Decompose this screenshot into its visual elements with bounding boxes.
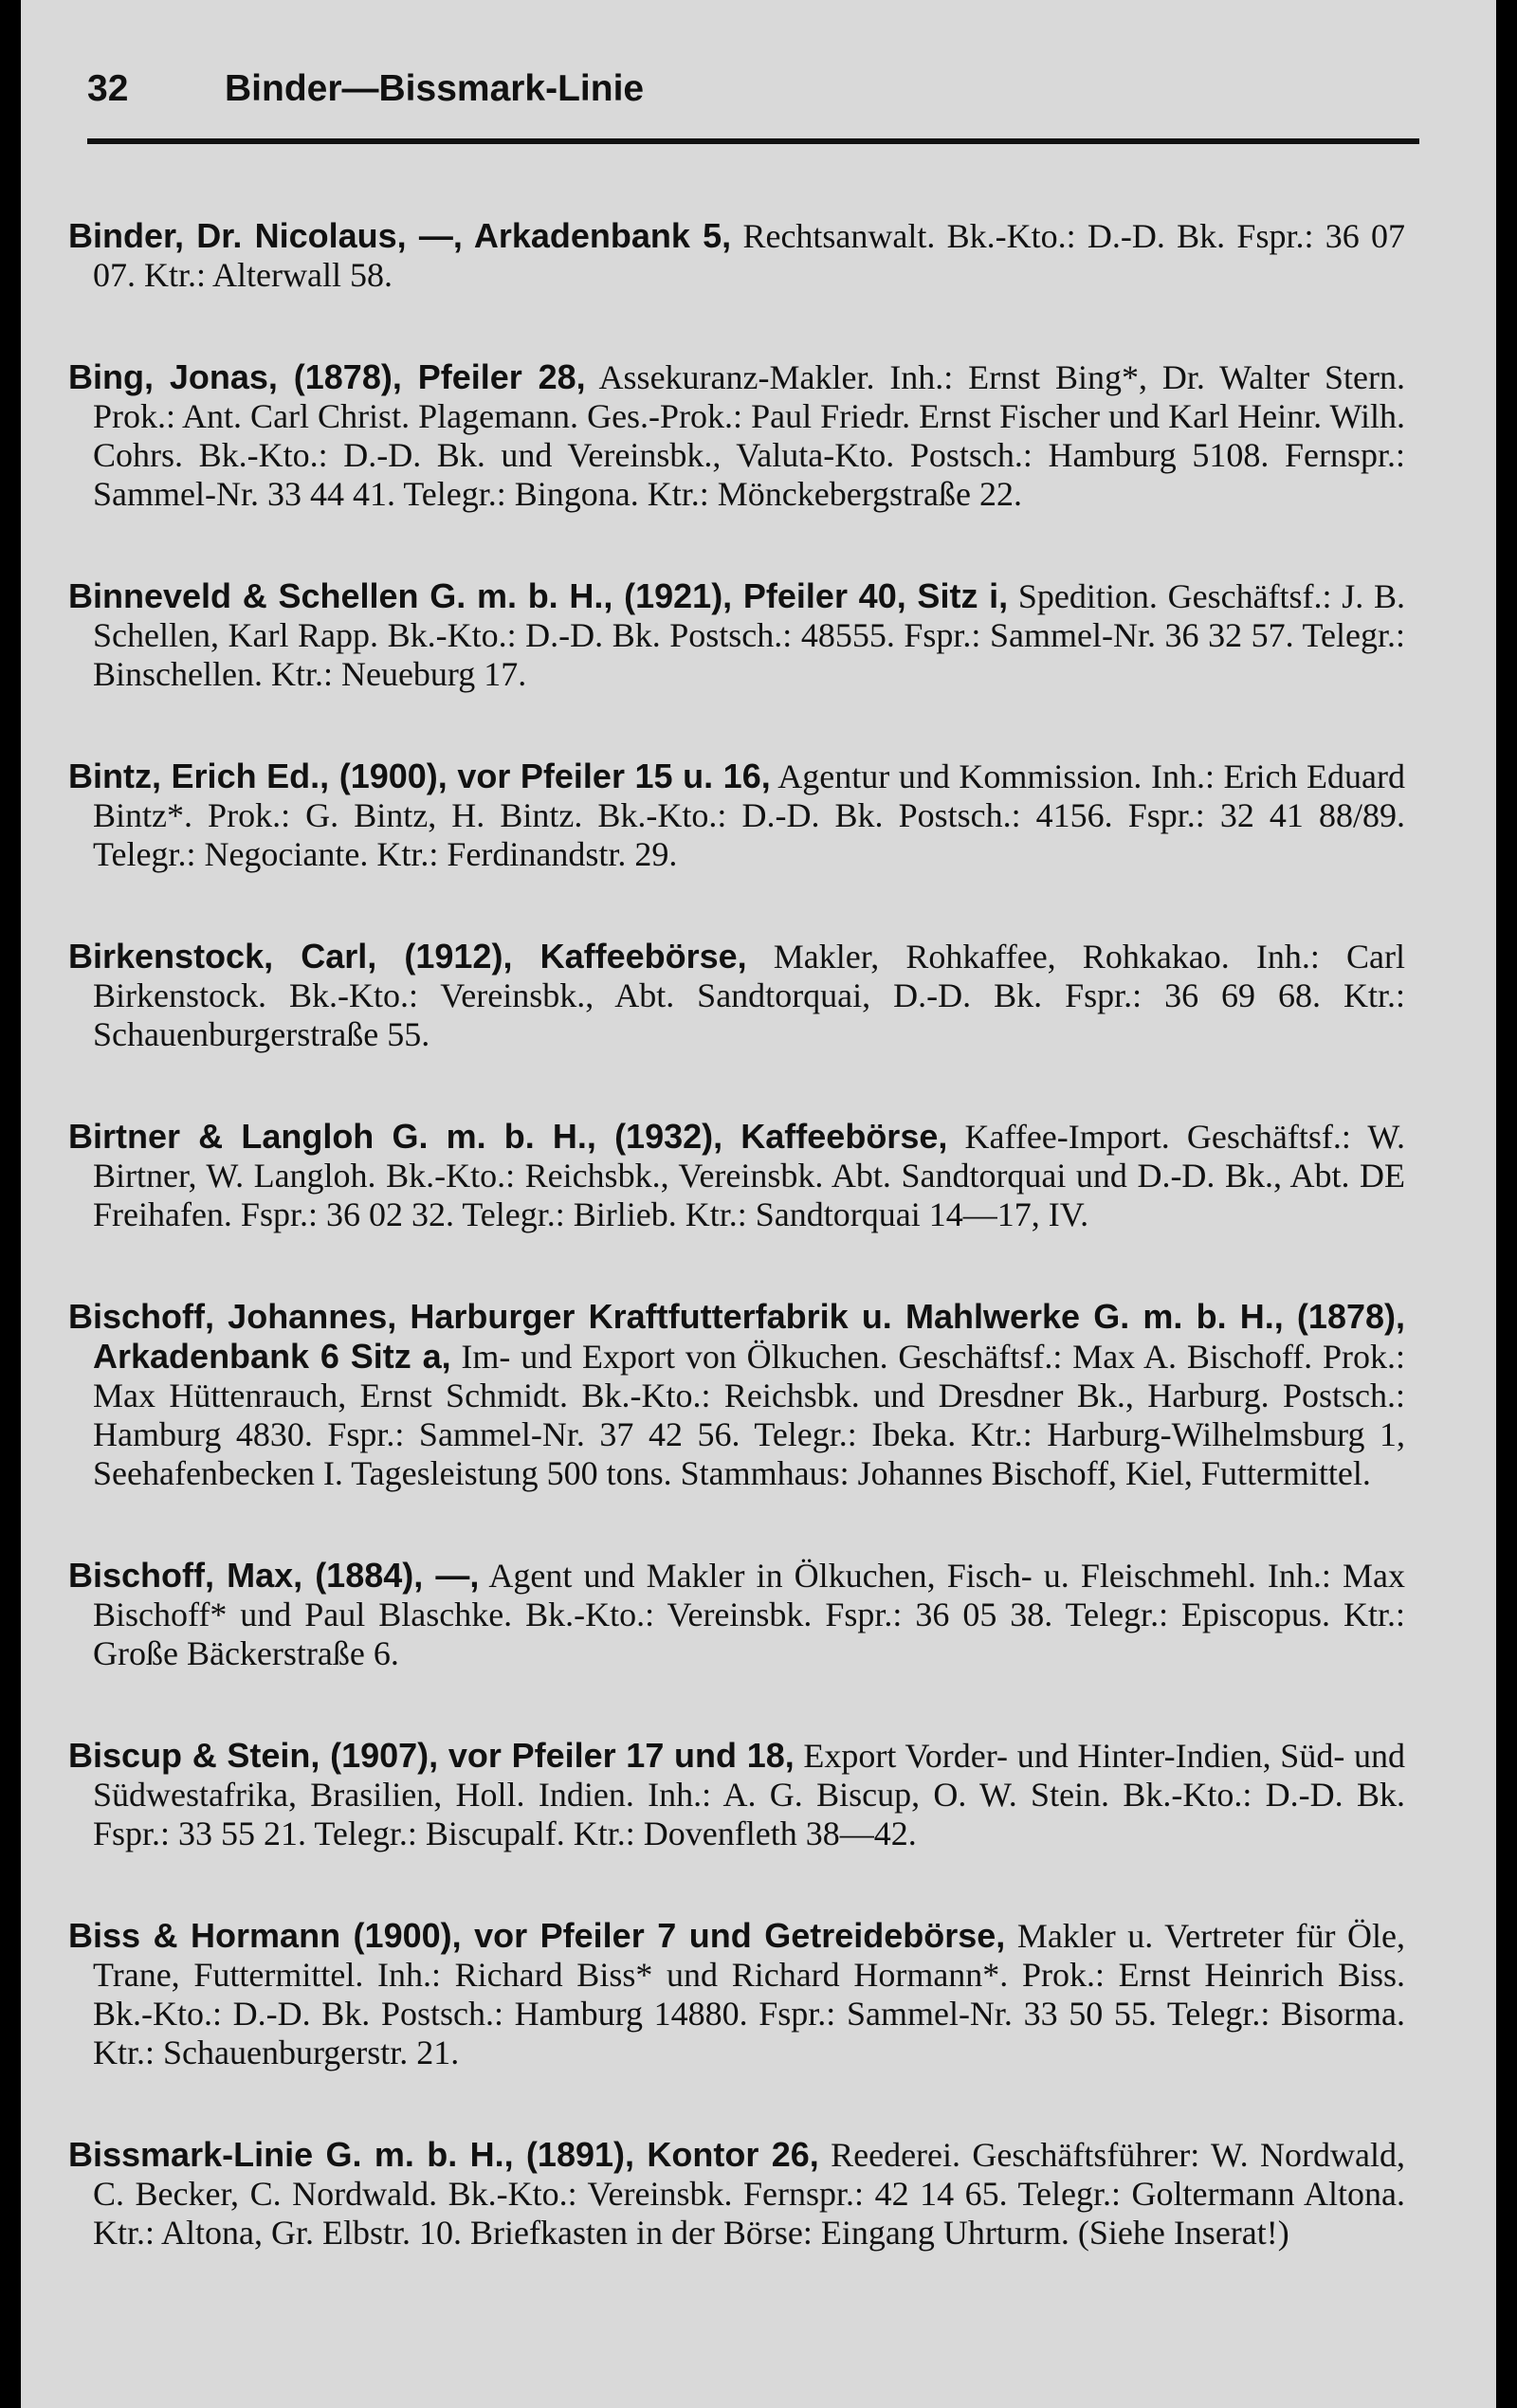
directory-entry xyxy=(68,2135,1405,2253)
entry-text: Agent und Makler in Ölkuchen, Fisch- u. Fleischmehl. Inh.: Max Bischoff* und Paul Blaschke. Bk.-Kto.: Vereinsbk. Fspr.: 36 05 38. Telegr.: Episcopus. Ktr.: Große Bäckerstraße 6. xyxy=(93,1557,1405,1672)
entry-text: Makler u. Vertreter für Öle, Trane, Futtermittel. Inh.: Richard Biss* und Richard Hormann*. Prok.: Ernst Heinrich Biss. Bk.-Kto.: D.-D. Bk. Postsch.: Hamburg 14880. Fspr.: Sammel-Nr. 33 50 55. Telegr.: Bisorma. Ktr.: Schauenburgerstr. 21. xyxy=(93,1917,1405,2071)
directory-entry xyxy=(68,216,1405,295)
page-header xyxy=(87,68,1405,110)
entry-name: Binder, Dr. Nicolaus, —, Arkadenbank 5, xyxy=(68,216,732,255)
entry-name: Biscup & Stein, (1907), vor Pfeiler 17 und 18, xyxy=(68,1736,795,1775)
entry-text: Spedition. Geschäftsf.: J. B. Schellen, Karl Rapp. Bk.-Kto.: D.-D. Bk. Postsch.: 48555. Fspr.: Sammel-Nr. 36 32 57. Telegr.: Binschellen. Ktr.: Neueburg 17. xyxy=(93,577,1405,693)
header-rule xyxy=(87,138,1419,144)
directory-entry xyxy=(68,1297,1405,1493)
directory-entry xyxy=(68,1736,1405,1853)
entry-text: Assekuranz-Makler. Inh.: Ernst Bing*, Dr. Walter Stern. Prok.: Ant. Carl Christ. Plagemann. Ges.-Prok.: Paul Friedr. Ernst Fischer und Karl Heinr. Wilh. Cohrs. Bk.-Kto.: D.-D. Bk. und Vereinsbk., Valuta-Kto. Postsch.: Hamburg 5108. Fernspr.: Sammel-Nr. 33 44 41. Telegr.: Bingona. Ktr.: Mönckebergstraße 22. xyxy=(93,358,1406,513)
entry-text: Im- und Export von Ölkuchen. Geschäftsf.: Max A. Bischoff. Prok.: Max Hüttenrauch, Ernst Schmidt. Bk.-Kto.: Reichsbk. und Dresdner Bk., Harburg. Postsch.: Hamburg 4830. Fspr.: Sammel-Nr. 37 42 56. Telegr.: Ibeka. Ktr.: Harburg-Wilhelmsburg 1, Seehafenbecken I. Tagesleistung 500 tons. Stammhaus: Johannes Bischoff, Kiel, Futtermittel. xyxy=(93,1338,1405,1492)
entry-text: Rechtsanwalt. Bk.-Kto.: D.-D. Bk. Fspr.: 36 07 07. Ktr.: Alterwall 58. xyxy=(93,217,1405,294)
entry-name: Bischoff, Max, (1884), —, xyxy=(68,1556,480,1595)
entry-name: Bintz, Erich Ed., (1900), vor Pfeiler 15 u. 16, xyxy=(68,757,771,795)
directory-entry xyxy=(68,1117,1405,1234)
entry-name: Bissmark-Linie G. m. b. H., (1891), Kontor 26, xyxy=(68,2135,819,2174)
entry-name: Biss & Hormann (1900), vor Pfeiler 7 und Getreidebörse, xyxy=(68,1916,1006,1955)
entry-name: Bischoff, Johannes, Harburger Kraftfutterfabrik u. Mahlwerke G. m. b. H., (1878), Arkadenbank 6 Sitz a, xyxy=(68,1297,1405,1376)
directory-entry xyxy=(68,757,1405,874)
entry-text: Reederei. Geschäftsführer: W. Nordwald, C. Becker, C. Nordwald. Bk.-Kto.: Vereinsbk. Fernspr.: 42 14 65. Telegr.: Goltermann Altona. Ktr.: Altona, Gr. Elbstr. 10. Briefkasten in der Börse: Eingang Uhrturm. (Siehe Inserat!) xyxy=(93,2136,1405,2252)
directory-entry xyxy=(68,1556,1405,1673)
page-number: 32 xyxy=(87,68,129,109)
entry-list xyxy=(68,182,1405,2315)
entry-text: Kaffee-Import. Geschäftsf.: W. Birtner, W. Langloh. Bk.-Kto.: Reichsbk., Vereinsbk. Abt. Sandtorquai und D.-D. Bk., Abt. DE Freihafen. Fspr.: 36 02 32. Telegr.: Birlieb. Ktr.: Sandtorquai 14—17, IV. xyxy=(93,1118,1406,1233)
entry-name: Birkenstock, Carl, (1912), Kaffeebörse, xyxy=(68,937,747,976)
entry-name: Binneveld & Schellen G. m. b. H., (1921), Pfeiler 40, Sitz i, xyxy=(68,576,1009,615)
entry-text: Makler, Rohkaffee, Rohkakao. Inh.: Carl Birkenstock. Bk.-Kto.: Vereinsbk., Abt. Sandtorquai, D.-D. Bk. Fspr.: 36 69 68. Ktr.: Schauenburgerstraße 55. xyxy=(93,938,1405,1053)
entry-name: Bing, Jonas, (1878), Pfeiler 28, xyxy=(68,357,586,396)
directory-page xyxy=(21,0,1496,2408)
entry-text: Export Vorder- und Hinter-Indien, Süd- und Südwestafrika, Brasilien, Holl. Indien. Inh.: A. G. Biscup, O. W. Stein. Bk.-Kto.: D.-D. Bk. Fspr.: 33 55 21. Telegr.: Biscupalf. Ktr.: Dovenfleth 38—42. xyxy=(93,1737,1405,1852)
running-title: Binder—Bissmark-Linie xyxy=(225,68,645,109)
directory-entry xyxy=(68,1916,1405,2072)
entry-text: Agentur und Kommission. Inh.: Erich Eduard Bintz*. Prok.: G. Bintz, H. Bintz. Bk.-Kto.: D.-D. Bk. Postsch.: 4156. Fspr.: 32 41 88/89. Telegr.: Negociante. Ktr.: Ferdinandstr. 29. xyxy=(93,757,1405,873)
directory-entry xyxy=(68,576,1405,694)
directory-entry xyxy=(68,357,1405,514)
directory-entry xyxy=(68,937,1405,1054)
entry-name: Birtner & Langloh G. m. b. H., (1932), Kaffeebörse, xyxy=(68,1117,948,1156)
